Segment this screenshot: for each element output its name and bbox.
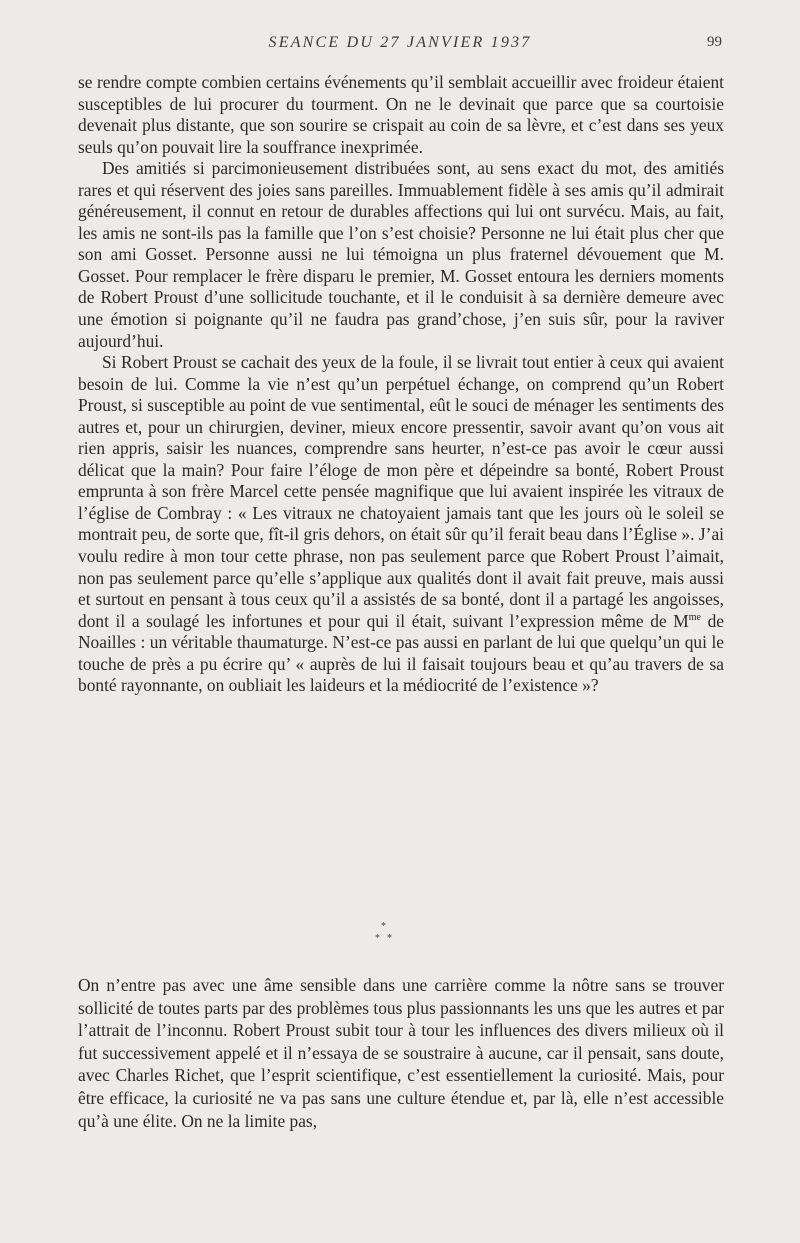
section-divider-asterism (0, 922, 800, 952)
running-title: SEANCE DU 27 JANVIER 1937 (268, 34, 532, 51)
paragraph-3-text: Si Robert Proust se cachait des yeux de la foule, il se livrait tout entier à ceux qui avaient besoin de lui. Comme la vie n’est qu’un perpétuel échange, on comprend qu’un Robert Proust, si susceptible au point de vue sentimental, eût le souci de ménager les sentiments des autres et, pour un chirurgien, deviner, mieux encore pressentir, savoir avant qu’on vous ait rien appris, saisir les nuances, comprendre sans heurter, n’est-ce pas avoir le cœur aussi délicat que la main? Pour faire l’éloge de mon père et dépeindre sa bonté, Robert Proust emprunta à son frère Marcel cette pensée magnifique que lui avaient inspirée les vitraux de l’église de Combray : « Les vitraux ne chatoyaient jamais tant que les jours où le soleil se montrait peu, de sorte que, fît-il gris dehors, on était sûr qu’il ferait beau dans l’Église ». J’ai voulu redire à mon tour cette phrase, non pas seulement parce que Robert Proust l’aimait, non pas seulement parce qu’elle s’applique aux qualités dont il avait fait preuve, mais aussi et surtout en pensant à tous ceux qu’il a assistés de sa bonté, dont il a partagé les angoisses, dont il a soulagé les infortunes et pour qui il était, suivant l’expression même de M (78, 352, 724, 631)
paragraph-1: se rendre compte combien certains événements qu’il semblait accueillir avec froideur étaient susceptibles de lui procurer du tourment. On ne le devinait que parce que sa courtoisie devenait plus distante, que son sourire se crispait au coin de sa lèvre, et c’est dans ses yeux seuls qu’on pouvait lire la souffrance inexprimée. (78, 72, 724, 157)
paragraph-3-text-after: de Noailles : un véritable thaumaturge. N’est-ce pas aussi en parlant de lui que quelqu’un qui le touche de près a pu écrire qu’ « auprès de lui il faisait toujours beau et qu’au travers de sa bonté rayonnante, on oubliait les laideurs et la médiocrité de l’existence »? (78, 610, 725, 696)
page-header (78, 34, 722, 58)
section-2-text (78, 974, 724, 1132)
main-text (78, 72, 724, 697)
paragraph-2: Des amitiés si parcimonieusement distribuées sont, au sens exact du mot, des amitiés rares et qui réservent des joies sans pareilles. Immuablement fidèle à ses amis qu’il admirait généreusement, il connut en retour de durables affections qui lui ont survécu. Mais, au fait, les amis ne sont-ils pas la famille que l’on s’est choisie? Personne ne lui était plus cher que son ami Gosset. Personne aussi ne lui témoigna un plus fraternel dévouement que M. Gosset. Pour remplacer le frère disparu le premier, M. Gosset entoura les derniers moments de Robert Proust d’une sollicitude touchante, et il le conduisit à sa dernière demeure avec une émotion si poignante qu’il ne faudra pas grand’chose, j’en suis sûr, pour la raviver aujourd’hui. (78, 158, 724, 351)
page-number: 99 (707, 34, 722, 50)
paragraph-4: On n’entre pas avec une âme sensible dans une carrière comme la nôtre sans se trouver sollicité de toutes parts par des problèmes tous plus passionnants les uns que les autres et par l’attrait de l’inconnu. Robert Proust subit tour à tour les influences des divers milieux où il fut successivement appelé et il n’essaya de se soustraire à aucune, car il pensait, sans doute, avec Charles Richet, que l’esprit scientifique, c’est essentiellement la curiosité. Mais, pour être efficace, la curiosité ne va pas sans une culture étendue et, par là, elle n’est accessible qu’à une élite. On ne la limite pas, (78, 975, 724, 1131)
paragraph-3 (78, 352, 724, 697)
asterisk-top: * (381, 921, 386, 932)
asterisk-bottom-left: * (375, 933, 380, 944)
asterisk-bottom-right: * (387, 933, 392, 944)
madame-superscript: me (688, 611, 701, 623)
